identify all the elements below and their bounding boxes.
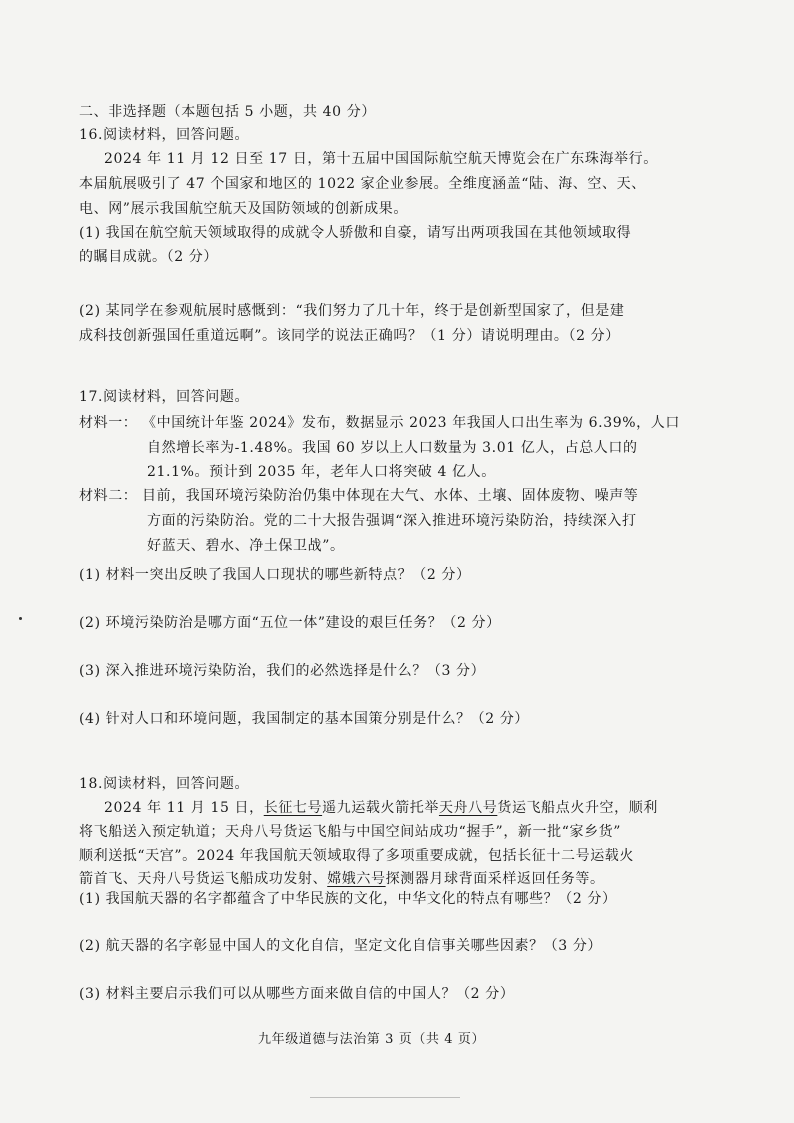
q17-question-4: (4) 针对人口和环境问题，我国制定的基本国策分别是什么？（2 分） xyxy=(79,711,530,727)
q18-question-2: (2) 航天器的名字彰显中国人的文化自信，坚定文化自信事关哪些因素？（3 分） xyxy=(79,938,603,954)
q17-material-1-line: 21.1%。预计到 2035 年，老年人口将突破 4 亿人。 xyxy=(147,464,496,480)
q16-question-1: (1) 我国在航空航天领域取得的成就令人骄傲和自豪，请写出两项我国在其他领域取得 xyxy=(79,225,632,241)
q18-underlined-spacecraft: 天舟八号 xyxy=(438,800,498,816)
q18-text: 探测器月球背面采样返回任务等。 xyxy=(385,871,605,887)
q18-text: 货运飞船点火升空，顺利 xyxy=(497,800,658,816)
q18-text: 遥九运载火箭托举 xyxy=(322,800,439,816)
q18-underlined-rocket: 长征七号 xyxy=(263,800,323,816)
q18-text: 箭首飞、天舟八号货运飞船成功发射、 xyxy=(79,871,328,887)
q18-material-line: 将飞船送入预定轨道；天舟八号货运飞船与中国空间站成功“握手”，新一批“家乡货” xyxy=(79,824,622,840)
q16-material-line: 本届航展吸引了 47 个国家和地区的 1022 家企业参展。全维度涵盖“陆、海、空、天、 xyxy=(79,176,646,192)
q17-material-1-line: 《中国统计年鉴 2024》发布，数据显示 2023 年我国人口出生率为 6.39%，人口 xyxy=(142,415,680,431)
q18-material-line xyxy=(104,799,658,817)
q18-question-3: (3) 材料主要启示我们可以从哪些方面来做自信的中国人？（2 分） xyxy=(79,986,515,1002)
q18-question-1: (1) 我国航天器的名字都蕴含了中华民族的文化，中华文化的特点有哪些？（2 分） xyxy=(79,891,617,907)
section-title: 二、非选择题（本题包括 5 小题，共 40 分） xyxy=(79,104,376,120)
q16-question-2-cont: 成科技创新强国任重道远啊”。该同学的说法正确吗？（1 分）请说明理由。（2 分） xyxy=(79,328,620,344)
q16-title: 16.阅读材料，回答问题。 xyxy=(79,127,250,143)
q18-material-line xyxy=(79,870,605,888)
q17-question-1: (1) 材料一突出反映了我国人口现状的哪些新特点？（2 分） xyxy=(79,567,471,583)
q17-question-3: (3) 深入推进环境污染防治，我们的必然选择是什么？（3 分） xyxy=(79,663,486,679)
q17-material-2-line: 方面的污染防治。党的二十大报告强调“深入推进环境污染防治，持续深入打 xyxy=(147,513,637,529)
q16-material-line: 电、网”展示我国航空航天及国防领域的创新成果。 xyxy=(79,201,408,217)
q17-material-1-label: 材料一： xyxy=(79,415,138,431)
q17-material-2-line: 好蓝天、碧水、净土保卫战”。 xyxy=(147,538,345,554)
page-footer: 九年级道德与法治第 3 页（共 4 页） xyxy=(258,1032,486,1047)
scan-speck xyxy=(19,617,22,620)
q18-title: 18.阅读材料，回答问题。 xyxy=(79,776,250,792)
scan-artifact-line xyxy=(310,1097,460,1098)
q17-title: 17.阅读材料，回答问题。 xyxy=(79,389,250,405)
q16-question-2: (2) 某同学在参观航展时感慨到：“我们努力了几十年，终于是创新型国家了，但是建 xyxy=(79,303,625,319)
q17-material-2-label: 材料二： xyxy=(79,488,138,504)
q18-material-line: 顺利送抵“天宫”。2024 年我国航天领域取得了多项重要成就，包括长征十二号运载火 xyxy=(79,848,634,864)
q17-material-1-line: 自然增长率为-1.48%。我国 60 岁以上人口数量为 3.01 亿人，占总人口的 xyxy=(147,440,638,456)
q18-text: 2024 年 11 月 15 日， xyxy=(104,800,264,816)
q18-underlined-probe: 嫦娥六号 xyxy=(327,871,386,887)
q17-material-2-line: 目前，我国环境污染防治仍集中体现在大气、水体、土壤、固体废物、噪声等 xyxy=(142,488,639,504)
q16-question-1-cont: 的瞩目成就。（2 分） xyxy=(79,249,218,265)
q16-material-line: 2024 年 11 月 12 日至 17 日，第十五届中国国际航空航天博览会在广东珠海举行。 xyxy=(104,151,658,167)
q17-question-2: (2) 环境污染防治是哪方面“五位一体”建设的艰巨任务？（2 分） xyxy=(79,615,501,631)
